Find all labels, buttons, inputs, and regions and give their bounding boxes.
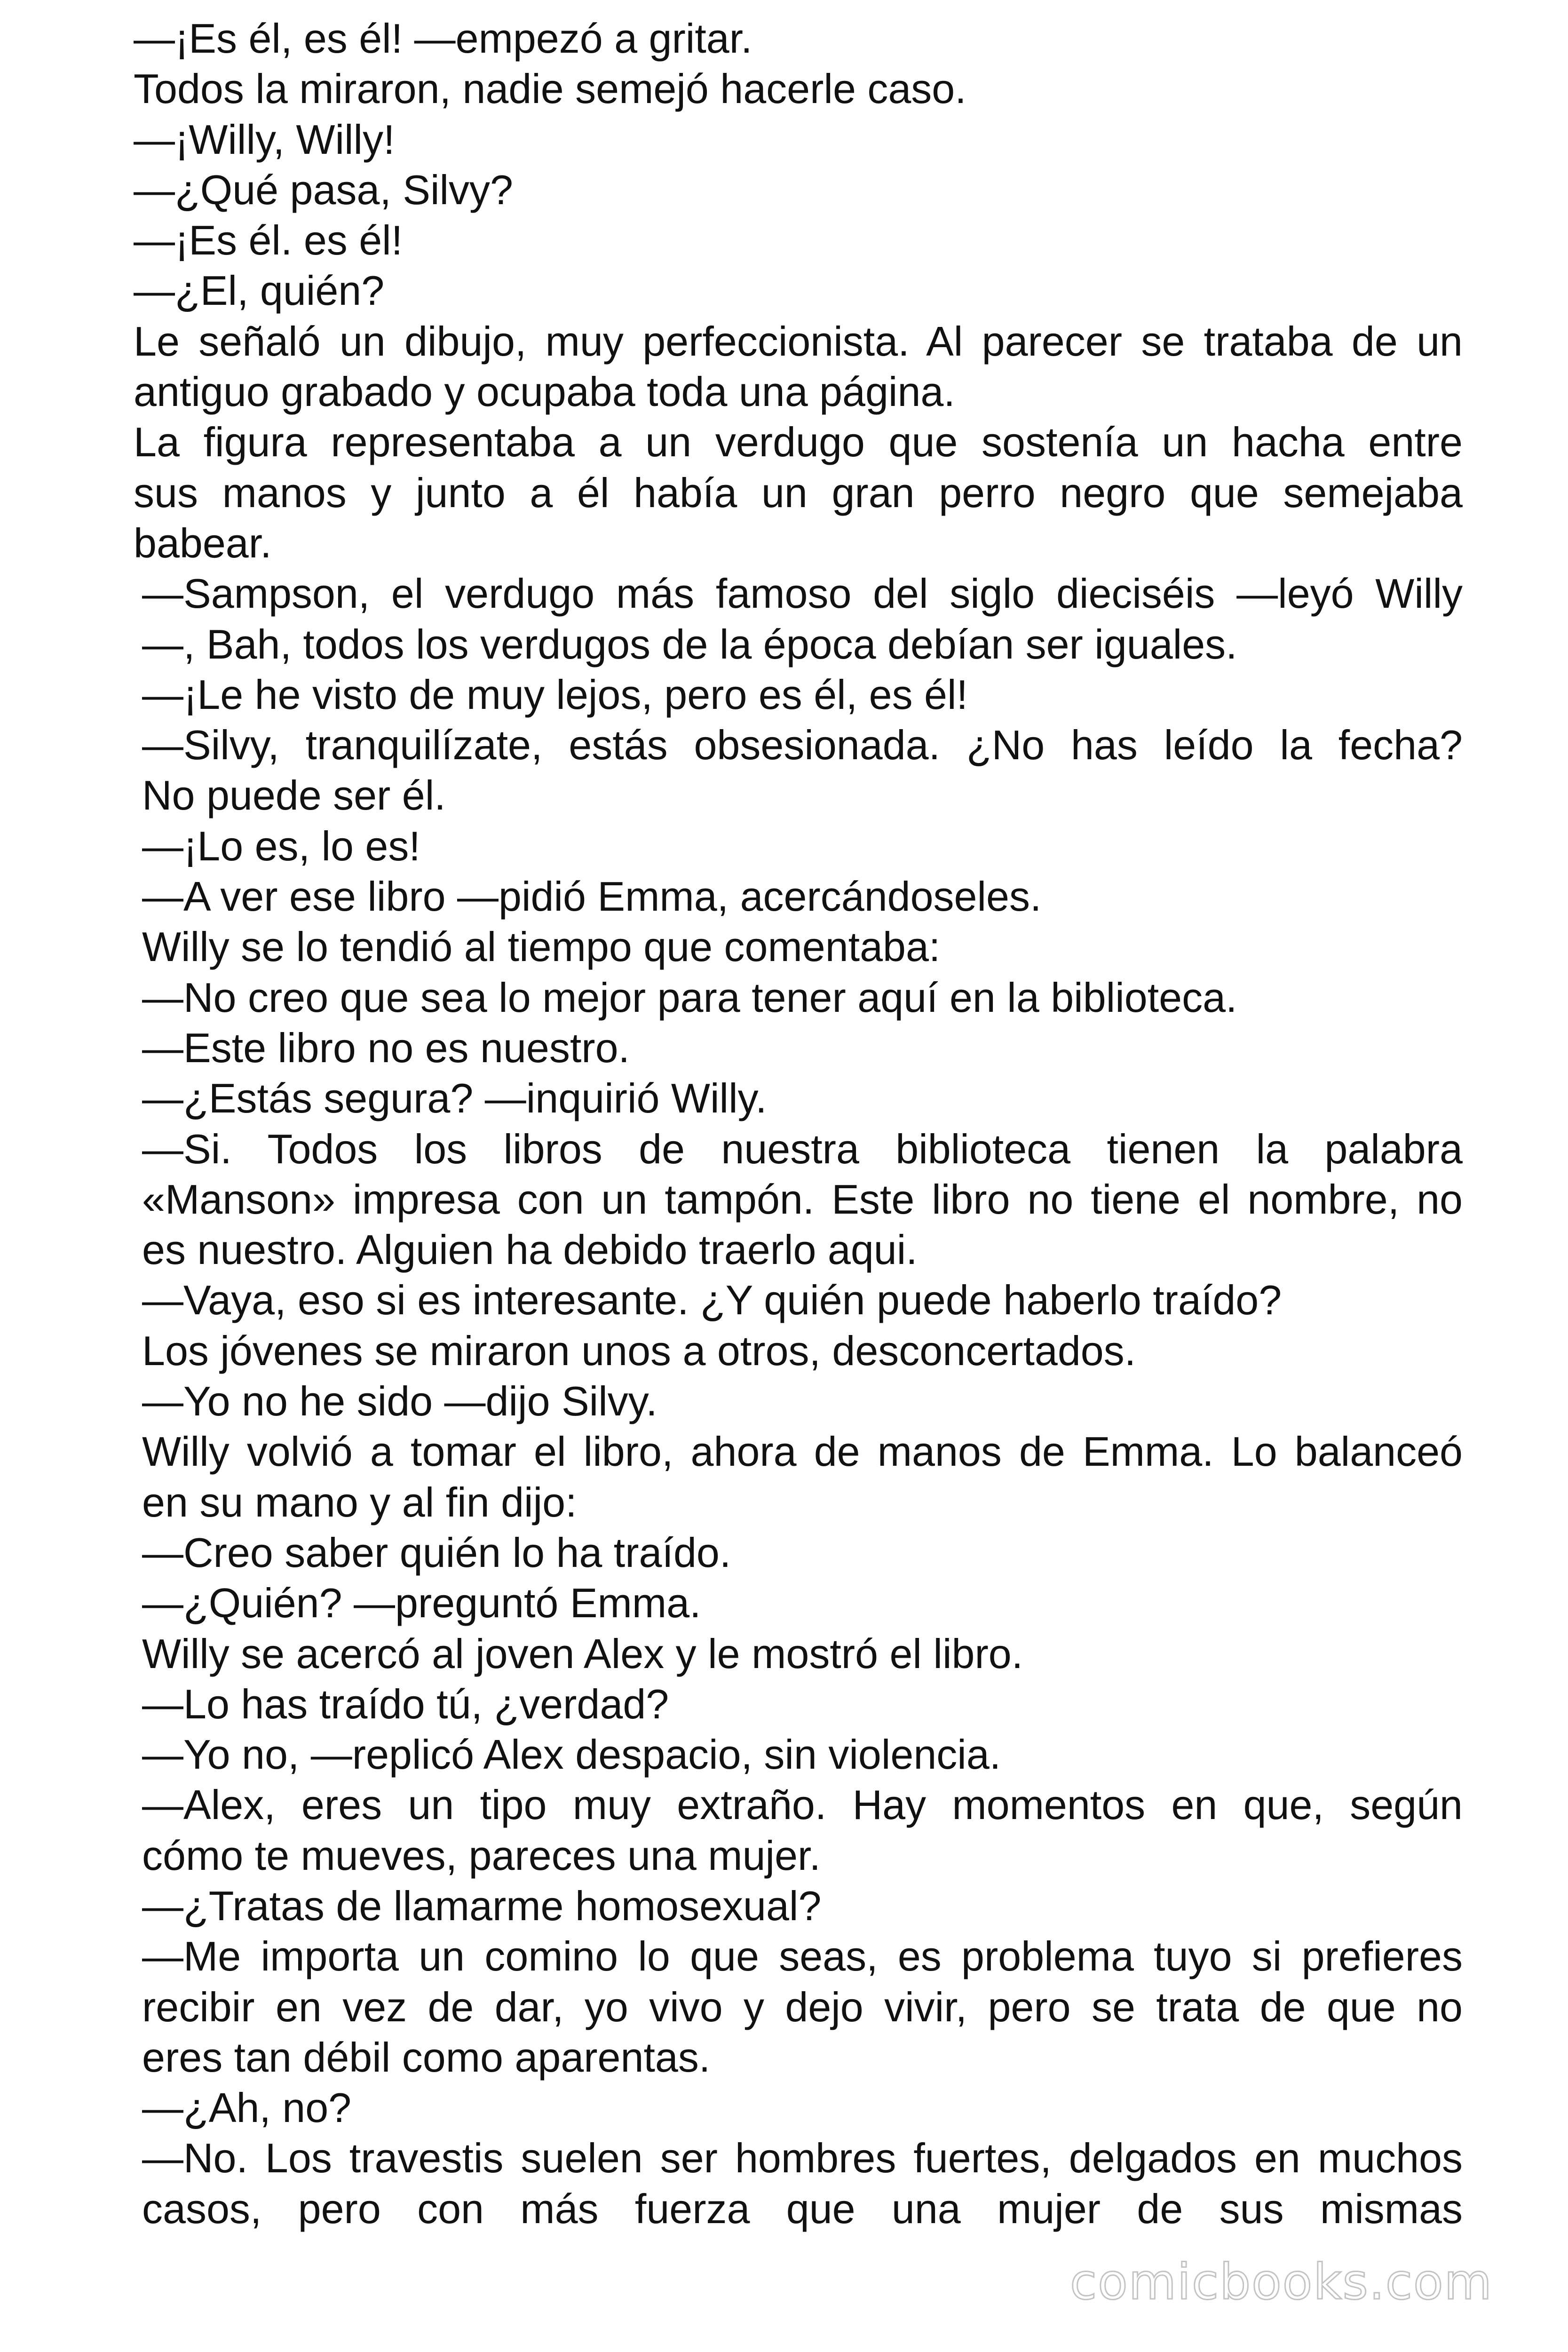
text-line: —Este libro no es nuestro. — [142, 1024, 630, 1071]
text-line: —¡Es él. es él! — [134, 217, 403, 264]
text-line: —¿Tratas de llamarme homosexual? — [142, 1882, 822, 1929]
text-line: —Me importa un comino lo que seas, es problema tuyo si prefieres — [142, 1933, 1463, 1980]
text-line: —¡Le he visto de muy lejos, pero es él, es él! — [142, 671, 968, 718]
text-line: antiguo grabado y ocupaba toda una página. — [134, 368, 955, 415]
text-line: La figura representaba a un verdugo que sostenía un hacha entre — [134, 419, 1463, 466]
text-line: —Yo no he sido —dijo Silvy. — [142, 1378, 657, 1425]
text-line: Los jóvenes se miraron unos a otros, desconcertados. — [142, 1327, 1136, 1374]
text-line: Willy se acercó al joven Alex y le mostró el libro. — [142, 1630, 1023, 1677]
text-line: sus manos y junto a él había un gran perro negro que semejaba — [134, 469, 1463, 516]
text-line: eres tan débil como aparentas. — [142, 2034, 711, 2081]
text-line: Le señaló un dibujo, muy perfeccionista. Al parecer se trataba de un — [134, 318, 1463, 365]
text-line: —Vaya, eso si es interesante. ¿Y quién puede haberlo traído? — [142, 1277, 1282, 1324]
text-line: casos, pero con más fuerza que una mujer de sus mismas — [142, 2185, 1463, 2232]
text-line: en su mano y al fin dijo: — [142, 1478, 577, 1526]
text-line: —¿Estás segura? —inquirió Willy. — [142, 1075, 767, 1122]
text-line: —¡Lo es, lo es! — [142, 822, 420, 869]
text-line: —Sampson, el verdugo más famoso del siglo dieciséis —leyó Willy — [142, 570, 1463, 617]
text-line: —Silvy, tranquilízate, estás obsesionada. ¿No has leído la fecha? — [142, 722, 1463, 769]
watermark: comicbooks.com — [1069, 2253, 1493, 2311]
text-line: No puede ser él. — [142, 772, 446, 819]
text-line: —¿Quién? —preguntó Emma. — [142, 1580, 701, 1627]
text-line: Todos la miraron, nadie semejó hacerle caso. — [134, 65, 966, 112]
text-line: —Yo no, —replicó Alex despacio, sin violencia. — [142, 1731, 1001, 1778]
text-line: —, Bah, todos los verdugos de la época debían ser iguales. — [142, 620, 1237, 667]
text-line: —¿Qué pasa, Silvy? — [134, 166, 513, 213]
text-line: Willy volvió a tomar el libro, ahora de manos de Emma. Lo balanceó — [142, 1428, 1463, 1475]
text-line: —¡Es él, es él! —empezó a gritar. — [134, 15, 752, 62]
text-line: —Alex, eres un tipo muy extraño. Hay momentos en que, según — [142, 1781, 1463, 1828]
text-line: —Creo saber quién lo ha traído. — [142, 1529, 731, 1576]
text-line: —No creo que sea lo mejor para tener aquí en la biblioteca. — [142, 974, 1237, 1021]
text-line: «Manson» impresa con un tampón. Este libro no tiene el nombre, no — [142, 1176, 1463, 1223]
text-line: —No. Los travestis suelen ser hombres fuertes, delgados en muchos — [142, 2135, 1463, 2182]
text-line: —Si. Todos los libros de nuestra biblioteca tienen la palabra — [142, 1125, 1463, 1172]
text-line: es nuestro. Alguien ha debido traerlo aqui. — [142, 1226, 918, 1273]
text-line: —¿El, quién? — [134, 267, 385, 314]
text-line: —A ver ese libro —pidió Emma, acercándoseles. — [142, 873, 1042, 920]
text-line: recibir en vez de dar, yo vivo y dejo vivir, pero se trata de que no — [142, 1983, 1463, 2030]
text-line: babear. — [134, 519, 272, 566]
text-line: cómo te mueves, pareces una mujer. — [142, 1832, 821, 1879]
text-line: —¡Willy, Willy! — [134, 116, 395, 163]
text-line: —¿Ah, no? — [142, 2084, 352, 2131]
book-page-text — [134, 13, 1463, 2234]
text-line: —Lo has traído tú, ¿verdad? — [142, 1680, 669, 1727]
text-line: Willy se lo tendió al tiempo que comentaba: — [142, 923, 941, 970]
